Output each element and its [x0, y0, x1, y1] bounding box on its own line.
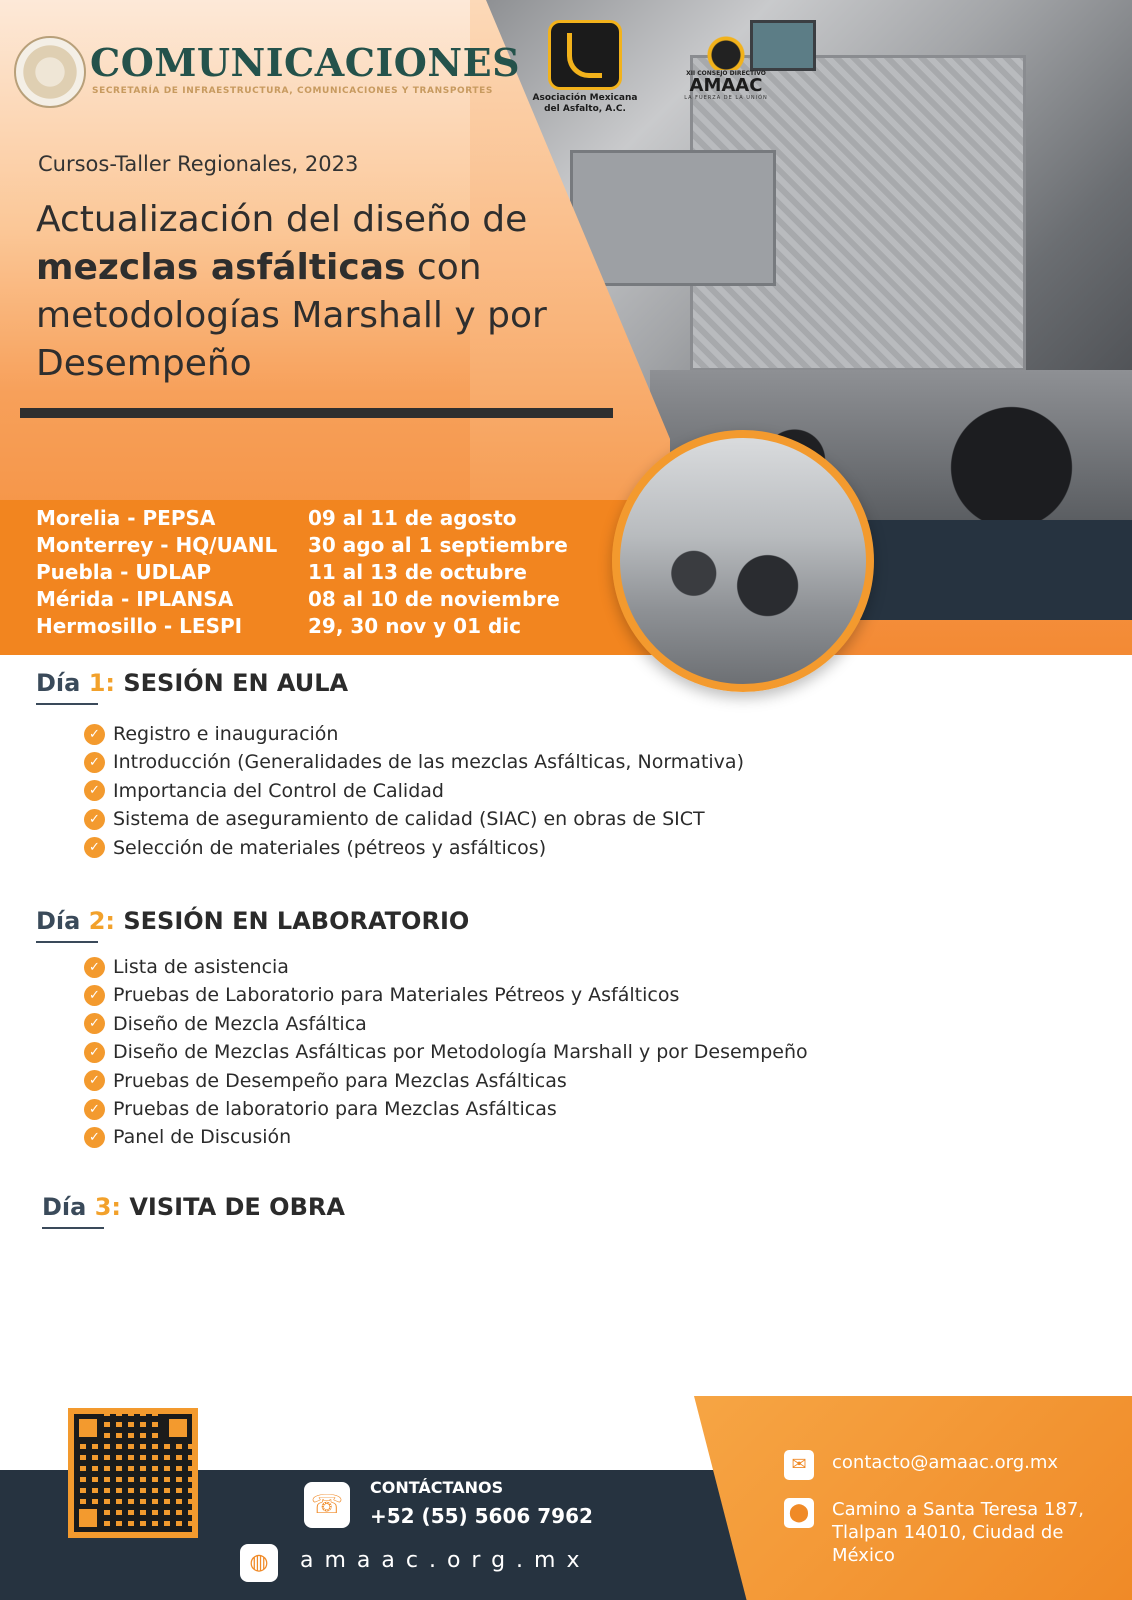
title-divider — [20, 408, 613, 418]
list-item — [84, 981, 808, 1009]
schedule-venue: Hermosillo - LESPI — [36, 614, 243, 638]
day-1-items — [84, 720, 744, 862]
photo-tank-shape — [570, 150, 776, 286]
schedule-dates: 30 ago al 1 septiembre — [308, 533, 568, 557]
list-item — [84, 1010, 808, 1038]
day-3-heading — [42, 1193, 345, 1221]
email-link[interactable]: contacto@amaac.org.mx — [832, 1452, 1059, 1473]
list-item — [84, 1038, 808, 1066]
day-2-underline — [36, 941, 98, 943]
list-item — [84, 834, 744, 862]
item-text: Lista de asistencia — [113, 956, 289, 978]
day-prefix: Día — [42, 1193, 95, 1221]
schedule-row — [36, 586, 568, 613]
item-text: Pruebas de laboratorio para Mezclas Asfálticas — [113, 1097, 557, 1120]
asphalt-logo-icon — [548, 20, 622, 90]
day-prefix: Día — [36, 907, 89, 935]
contact-phone[interactable]: +52 (55) 5606 7962 — [370, 1504, 593, 1528]
list-item — [84, 777, 744, 805]
schedule-row — [36, 505, 568, 532]
schedule-row — [36, 532, 568, 559]
item-text: Pruebas de Desempeño para Mezclas Asfálticas — [113, 1069, 567, 1092]
list-item — [84, 953, 808, 981]
item-text: Introducción (Generalidades de las mezclas Asfálticas, Normativa) — [113, 751, 744, 774]
item-text: Diseño de Mezcla Asfáltica — [113, 1012, 367, 1035]
mail-icon: ✉ — [784, 1450, 814, 1480]
amaac-council-logo — [676, 20, 776, 101]
check-icon: ✓ — [84, 1070, 105, 1091]
asphalt-logo-caption: Asociación Mexicana del Asfalto, A.C. — [532, 93, 638, 114]
schedule-dates: 29, 30 nov y 01 dic — [308, 614, 521, 638]
check-icon: ✓ — [84, 1042, 105, 1063]
drop-icon — [706, 20, 746, 70]
list-item — [84, 1095, 808, 1123]
check-icon: ✓ — [84, 1013, 105, 1034]
schedule-venue: Monterrey - HQ/UANL — [36, 533, 278, 557]
check-icon: ✓ — [84, 809, 105, 830]
qr-corner — [74, 1414, 102, 1442]
day-1-heading — [36, 669, 348, 697]
day-2-items — [84, 953, 808, 1152]
asphalt-association-logo — [530, 20, 640, 120]
item-text: Panel de Discusión — [113, 1126, 292, 1149]
schedule-venue: Morelia - PEPSA — [36, 506, 216, 530]
brand-subtitle: SECRETARÍA DE INFRAESTRUCTURA, COMUNICACIONES Y TRANSPORTES — [92, 86, 493, 96]
list-item — [84, 1123, 808, 1151]
check-icon: ✓ — [84, 752, 105, 773]
list-item — [84, 1067, 808, 1095]
qr-corner — [74, 1504, 102, 1532]
schedule-row — [36, 613, 568, 640]
list-item — [84, 805, 744, 833]
council-small-text: XII CONSEJO DIRECTIVO — [686, 70, 766, 77]
check-icon: ✓ — [84, 1099, 105, 1120]
item-text: Pruebas de Laboratorio para Materiales Pétreos y Asfálticos — [113, 984, 680, 1007]
day-prefix: Día — [36, 669, 89, 697]
schedule-list — [36, 505, 568, 640]
schedule-dates: 09 al 11 de agosto — [308, 506, 517, 530]
event-title — [36, 196, 596, 388]
mexico-seal-logo — [14, 36, 86, 108]
item-text: Registro e inauguración — [113, 723, 339, 745]
classroom-circle-photo — [612, 430, 874, 692]
title-part-1: Actualización del diseño de — [36, 199, 528, 240]
globe-icon: ◍ — [240, 1544, 278, 1582]
day-title: SESIÓN EN LABORATORIO — [115, 907, 470, 935]
brand-title: COMUNICACIONES — [90, 40, 521, 85]
item-text: Importancia del Control de Calidad — [113, 779, 444, 802]
contact-label: CONTÁCTANOS — [370, 1478, 504, 1497]
item-text: Sistema de aseguramiento de calidad (SIAC) en obras de SICT — [113, 808, 705, 831]
schedule-venue: Puebla - UDLAP — [36, 560, 212, 584]
day-title: VISITA DE OBRA — [121, 1193, 345, 1221]
check-icon: ✓ — [84, 780, 105, 801]
phone-icon: ☏ — [304, 1482, 350, 1528]
qr-pattern — [74, 1414, 192, 1532]
check-icon: ✓ — [84, 985, 105, 1006]
check-icon: ✓ — [84, 957, 105, 978]
check-icon: ✓ — [84, 1127, 105, 1148]
title-bold: mezclas asfálticas — [36, 247, 406, 288]
schedule-dates: 08 al 10 de noviembre — [308, 587, 560, 611]
day-number: 1: — [88, 669, 115, 697]
council-name: AMAAC — [689, 75, 763, 96]
title-part-2: con metodologías Marshall y por Desempeño — [36, 247, 547, 384]
address-text: Camino a Santa Teresa 187, Tlalpan 14010, Ciudad de México — [832, 1499, 1084, 1566]
event-subtitle: Cursos-Taller Regionales, 2023 — [38, 152, 359, 176]
day-1-underline — [36, 703, 98, 705]
day-number: 3: — [94, 1193, 121, 1221]
schedule-row — [36, 559, 568, 586]
day-title: SESIÓN EN AULA — [115, 669, 349, 697]
council-tagline: LA FUERZA DE LA UNIÓN — [684, 95, 768, 101]
qr-corner — [164, 1414, 192, 1442]
schedule-venue: Mérida - IPLANSA — [36, 587, 234, 611]
dark-accent-band — [860, 520, 1132, 620]
location-pin-icon: ⬤ — [784, 1498, 814, 1528]
list-item — [84, 748, 744, 776]
website-link[interactable]: amaac.org.mx — [300, 1548, 591, 1573]
item-text: Selección de materiales (pétreos y asfálticos) — [113, 836, 547, 859]
list-item — [84, 720, 744, 748]
check-icon: ✓ — [84, 837, 105, 858]
schedule-dates: 11 al 13 de octubre — [308, 560, 527, 584]
day-number: 2: — [88, 907, 115, 935]
qr-code[interactable] — [68, 1408, 198, 1538]
item-text: Diseño de Mezclas Asfálticas por Metodología Marshall y por Desempeño — [113, 1041, 808, 1064]
day-3-underline — [42, 1227, 104, 1229]
check-icon: ✓ — [84, 724, 105, 745]
day-2-heading — [36, 907, 469, 935]
